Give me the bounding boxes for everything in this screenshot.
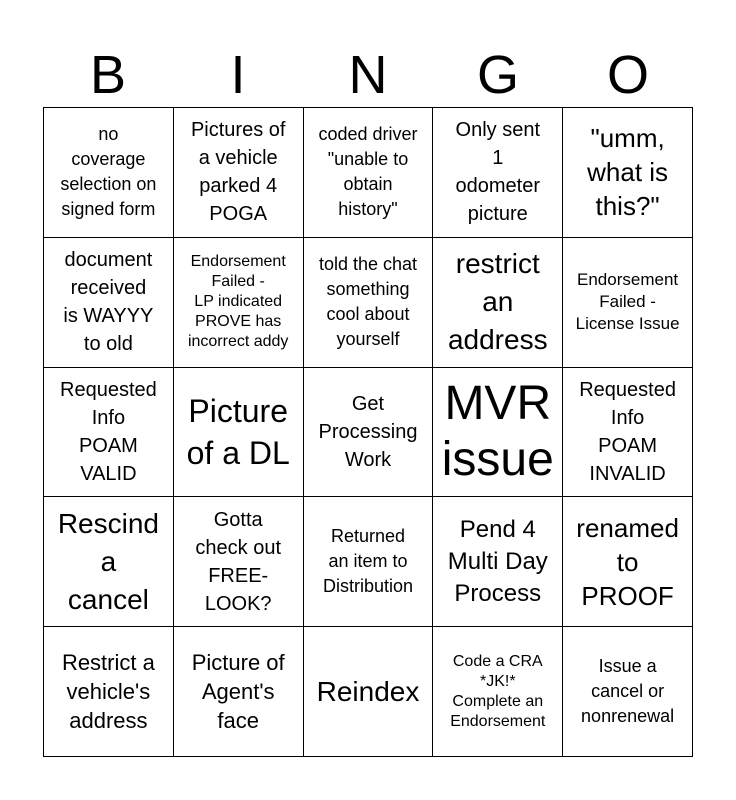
- bingo-cell[interactable]: document received is WAYYY to old: [44, 238, 174, 368]
- bingo-cell[interactable]: Picture of Agent's face: [174, 627, 304, 757]
- bingo-cell[interactable]: coded driver "unable to obtain history": [304, 108, 434, 238]
- bingo-cell[interactable]: Endorsement Failed - LP indicated PROVE has incorrect addy: [174, 238, 304, 368]
- header-letter-g: G: [476, 45, 519, 105]
- bingo-cell[interactable]: Only sent 1 odometer picture: [433, 108, 563, 238]
- bingo-cell[interactable]: Gotta check out FREE- LOOK?: [174, 497, 304, 627]
- bingo-cell[interactable]: Restrict a vehicle's address: [44, 627, 174, 757]
- bingo-cell[interactable]: Code a CRA *JK!* Complete an Endorsement: [433, 627, 563, 757]
- header-letter-i: I: [230, 45, 246, 105]
- bingo-cell[interactable]: told the chat something cool about yourself: [304, 238, 434, 368]
- bingo-cell[interactable]: restrict an address: [433, 238, 563, 368]
- bingo-cell[interactable]: Pictures of a vehicle parked 4 POGA: [174, 108, 304, 238]
- bingo-cell[interactable]: Reindex: [304, 627, 434, 757]
- bingo-cell[interactable]: Requested Info POAM VALID: [44, 368, 174, 498]
- header-letter-n: N: [348, 45, 388, 105]
- bingo-cell[interactable]: Get Processing Work: [304, 368, 434, 498]
- bingo-cell[interactable]: Rescind a cancel: [44, 497, 174, 627]
- bingo-cell[interactable]: Picture of a DL: [174, 368, 304, 498]
- bingo-cell[interactable]: Endorsement Failed - License Issue: [563, 238, 693, 368]
- bingo-cell[interactable]: Requested Info POAM INVALID: [563, 368, 693, 498]
- bingo-cell[interactable]: "umm, what is this?": [563, 108, 693, 238]
- bingo-cell[interactable]: Pend 4 Multi Day Process: [433, 497, 563, 627]
- bingo-header: [43, 44, 693, 106]
- header-letter-b: B: [89, 45, 127, 105]
- bingo-cell[interactable]: Returned an item to Distribution: [304, 497, 434, 627]
- header-letter-o: O: [606, 45, 649, 105]
- bingo-cell[interactable]: renamed to PROOF: [563, 497, 693, 627]
- bingo-grid: [43, 107, 693, 757]
- bingo-cell[interactable]: MVR issue: [433, 368, 563, 498]
- bingo-cell[interactable]: Issue a cancel or nonrenewal: [563, 627, 693, 757]
- bingo-cell[interactable]: no coverage selection on signed form: [44, 108, 174, 238]
